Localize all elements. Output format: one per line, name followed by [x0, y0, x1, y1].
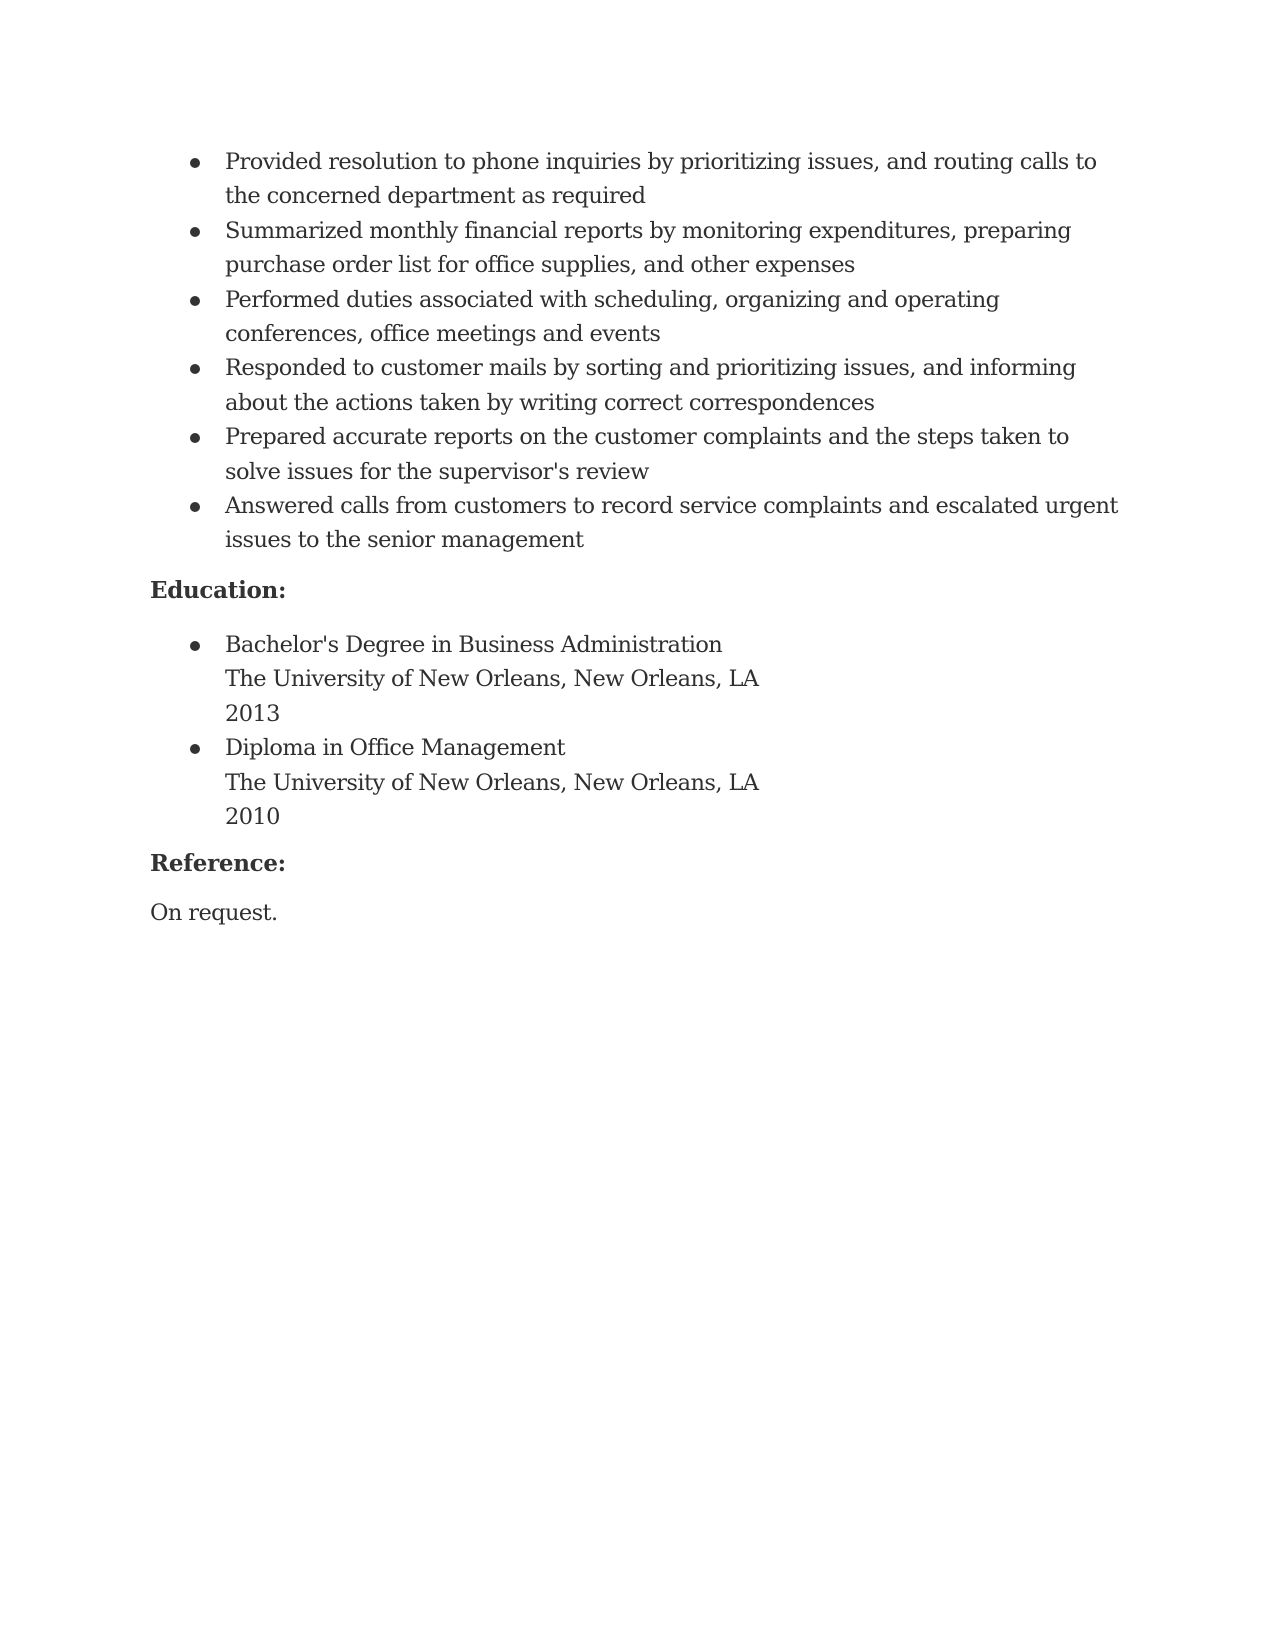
list-item: [150, 283, 1130, 352]
bullet-text: Summarized monthly financial reports by monitoring expenditures, preparing purchase order list for office supplies, and other expenses: [225, 217, 1072, 279]
education-item: [150, 731, 1050, 834]
school: The University of New Orleans, New Orleans, LA: [225, 769, 759, 796]
bullet-text: Performed duties associated with scheduling, organizing and operating conferences, office meetings and events: [225, 286, 1000, 348]
list-item: [150, 145, 1130, 214]
bullet-text: Answered calls from customers to record service complaints and escalated urgent issues to the senior management: [225, 493, 1118, 554]
bullet-icon: [190, 502, 200, 512]
experience-bullet-list: [150, 145, 1130, 558]
bullet-text: Responded to customer mails by sorting and prioritizing issues, and informing about the actions taken by writing correct correspondences: [225, 355, 1076, 416]
bullet-icon: [190, 296, 200, 306]
year: 2010: [225, 804, 280, 831]
degree: Bachelor's Degree in Business Administration: [225, 632, 723, 658]
list-item: [150, 420, 1130, 489]
education-list: [150, 628, 1050, 834]
bullet-icon: [190, 433, 200, 443]
reference-text: On request.: [150, 900, 278, 926]
bullet-icon: [190, 744, 200, 754]
school: The University of New Orleans, New Orleans, LA: [225, 666, 759, 693]
reference-heading: Reference:: [150, 850, 286, 877]
education-item: [150, 628, 1050, 731]
bullet-icon: [190, 158, 200, 168]
list-item: [150, 214, 1130, 283]
bullet-icon: [190, 227, 200, 237]
list-item: [150, 351, 1130, 420]
degree: Diploma in Office Management: [225, 735, 565, 762]
year: 2013: [225, 700, 280, 727]
education-heading: Education:: [150, 577, 287, 604]
list-item: [150, 489, 1130, 558]
bullet-text: Provided resolution to phone inquiries by prioritizing issues, and routing calls to the concerned department as required: [225, 149, 1097, 210]
bullet-text: Prepared accurate reports on the customer complaints and the steps taken to solve issues for the supervisor's review: [225, 424, 1069, 485]
bullet-icon: [190, 641, 200, 651]
bullet-icon: [190, 364, 200, 374]
